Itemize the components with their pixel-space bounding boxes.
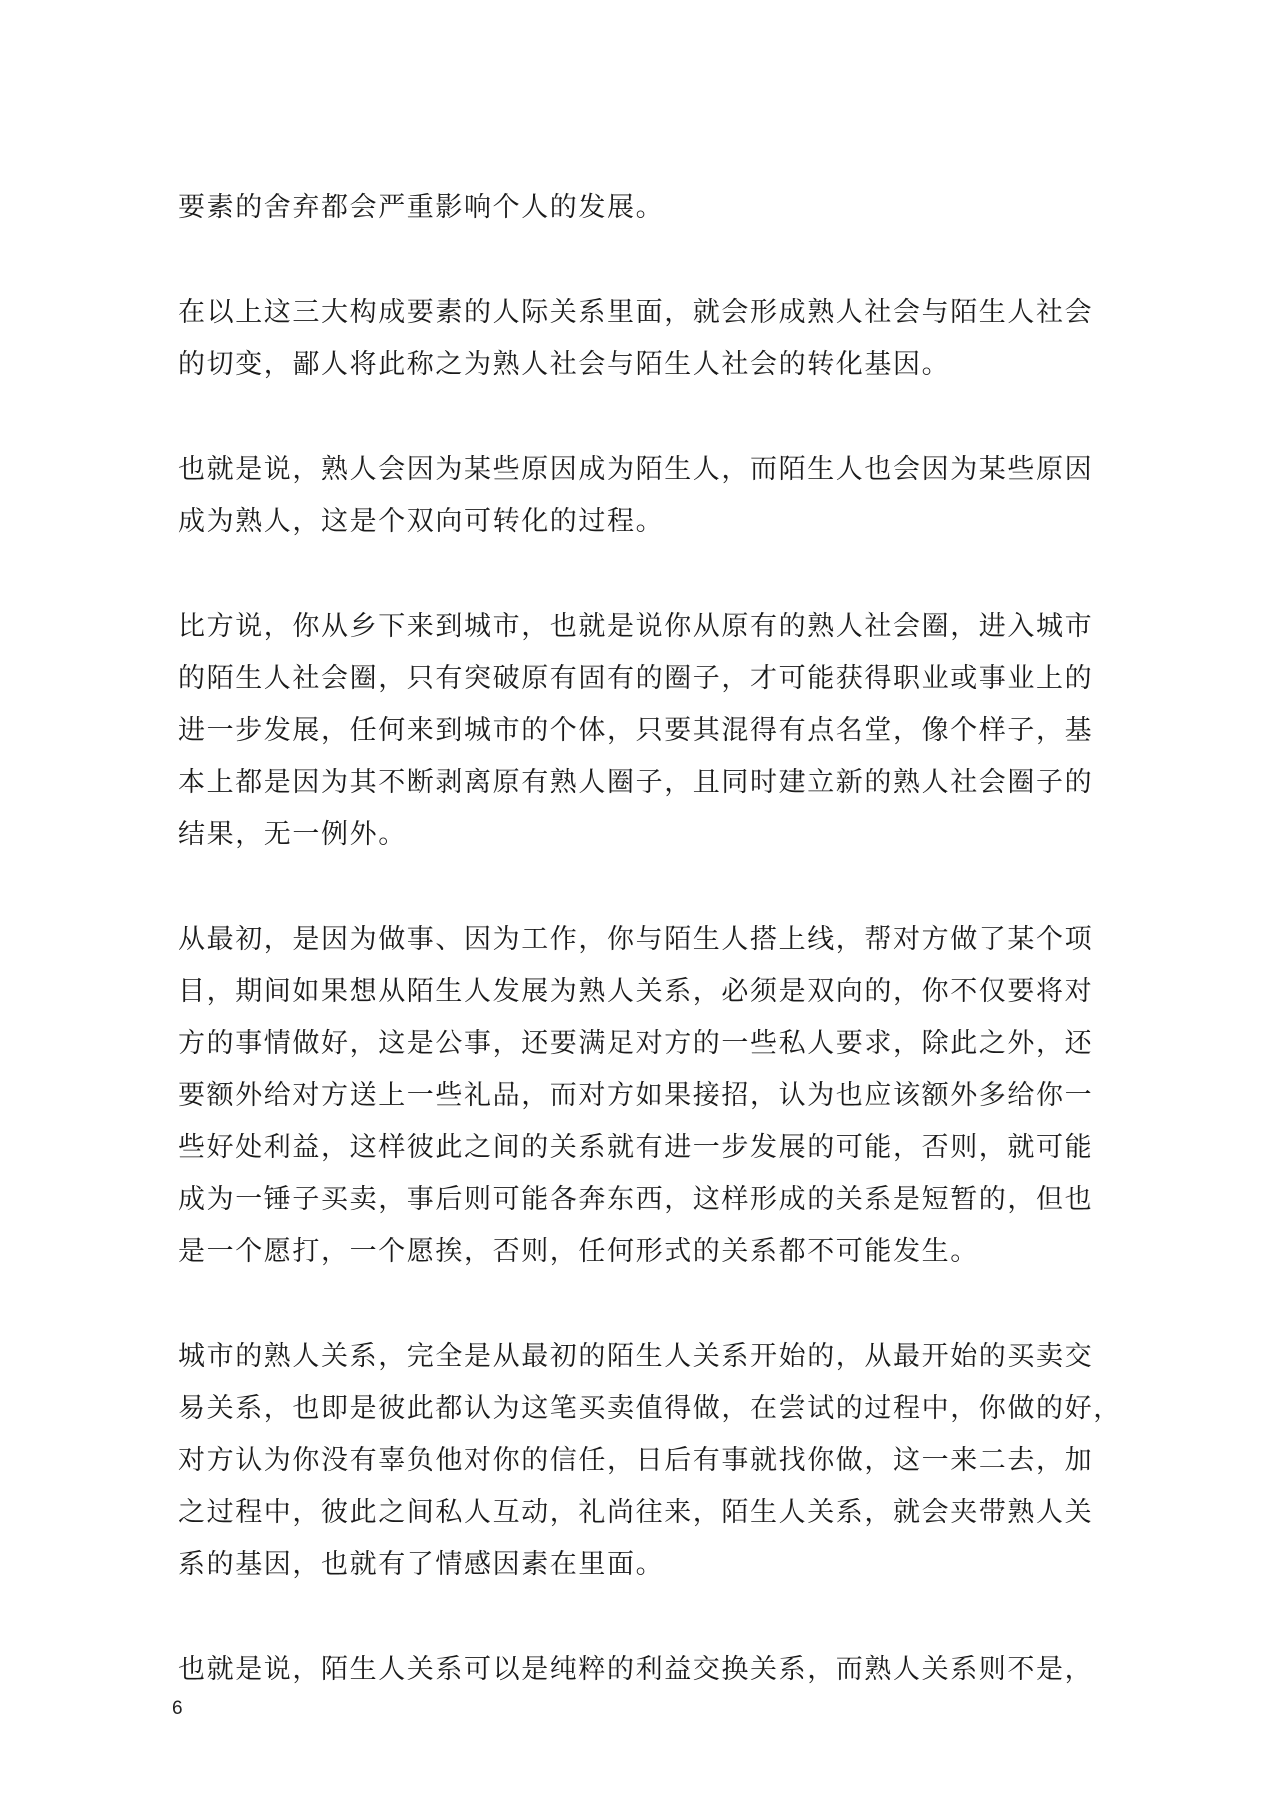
text-line: 本上都是因为其不断剥离原有熟人圈子，且同时建立新的熟人社会圈子的 — [178, 767, 1094, 798]
text-line: 成为一锤子买卖，事后则可能各奔东西，这样形成的关系是短暂的，但也 — [178, 1184, 1094, 1215]
text-line: 对方认为你没有辜负他对你的信任，日后有事就找你做，这一来二去，加 — [178, 1445, 1094, 1476]
text-line: 些好处利益，这样彼此之间的关系就有进一步发展的可能，否则，就可能 — [178, 1132, 1094, 1163]
text-line: 也就是说，陌生人关系可以是纯粹的利益交换关系，而熟人关系则不是， — [178, 1654, 1094, 1685]
text-line: 系的基因，也就有了情感因素在里面。 — [178, 1549, 665, 1580]
text-line: 要素的舍弃都会严重影响个人的发展。 — [178, 192, 665, 223]
paragraph-gap — [178, 861, 1108, 914]
text-line: 进一步发展，任何来到城市的个体，只要其混得有点名堂，像个样子，基 — [178, 715, 1094, 746]
text-line: 易关系，也即是彼此都认为这笔买卖值得做，在尝试的过程中，你做的好， — [178, 1393, 1122, 1424]
document-body — [178, 182, 1122, 1696]
text-line: 的切变，鄙人将此称之为熟人社会与陌生人社会的转化基因。 — [178, 349, 951, 380]
paragraph-5 — [178, 914, 1108, 1278]
text-line: 比方说，你从乡下来到城市，也就是说你从原有的熟人社会圈，进入城市 — [178, 611, 1094, 642]
text-line: 在以上这三大构成要素的人际关系里面，就会形成熟人社会与陌生人社会 — [178, 297, 1094, 328]
text-line: 目，期间如果想从陌生人发展为熟人关系，必须是双向的，你不仅要将对 — [178, 976, 1094, 1007]
text-line: 要额外给对方送上一些礼品，而对方如果接招，认为也应该额外多给你一 — [178, 1080, 1094, 1111]
paragraph-6 — [178, 1331, 1122, 1591]
paragraph-1 — [178, 182, 1108, 234]
paragraph-gap — [178, 1278, 1108, 1331]
text-line: 也就是说，熟人会因为某些原因成为陌生人，而陌生人也会因为某些原因 — [178, 454, 1094, 485]
paragraph-gap — [178, 234, 1108, 287]
text-line: 成为熟人，这是个双向可转化的过程。 — [178, 506, 665, 537]
text-line: 结果，无一例外。 — [178, 819, 407, 850]
paragraph-7 — [178, 1644, 1108, 1696]
paragraph-4 — [178, 601, 1108, 861]
text-line: 的陌生人社会圈，只有突破原有固有的圈子，才可能获得职业或事业上的 — [178, 663, 1094, 694]
paragraph-gap — [178, 391, 1108, 444]
text-line: 城市的熟人关系，完全是从最初的陌生人关系开始的，从最开始的买卖交 — [178, 1341, 1094, 1372]
text-line: 是一个愿打，一个愿挨，否则，任何形式的关系都不可能发生。 — [178, 1236, 979, 1267]
text-line: 从最初，是因为做事、因为工作，你与陌生人搭上线，帮对方做了某个项 — [178, 924, 1094, 955]
page-number: 6 — [172, 1698, 183, 1719]
paragraph-2 — [178, 287, 1108, 391]
text-line: 之过程中，彼此之间私人互动，礼尚往来，陌生人关系，就会夹带熟人关 — [178, 1497, 1094, 1528]
text-line: 方的事情做好，这是公事，还要满足对方的一些私人要求，除此之外，还 — [178, 1028, 1094, 1059]
paragraph-gap — [178, 1591, 1108, 1644]
paragraph-gap — [178, 548, 1108, 601]
paragraph-3 — [178, 444, 1108, 548]
